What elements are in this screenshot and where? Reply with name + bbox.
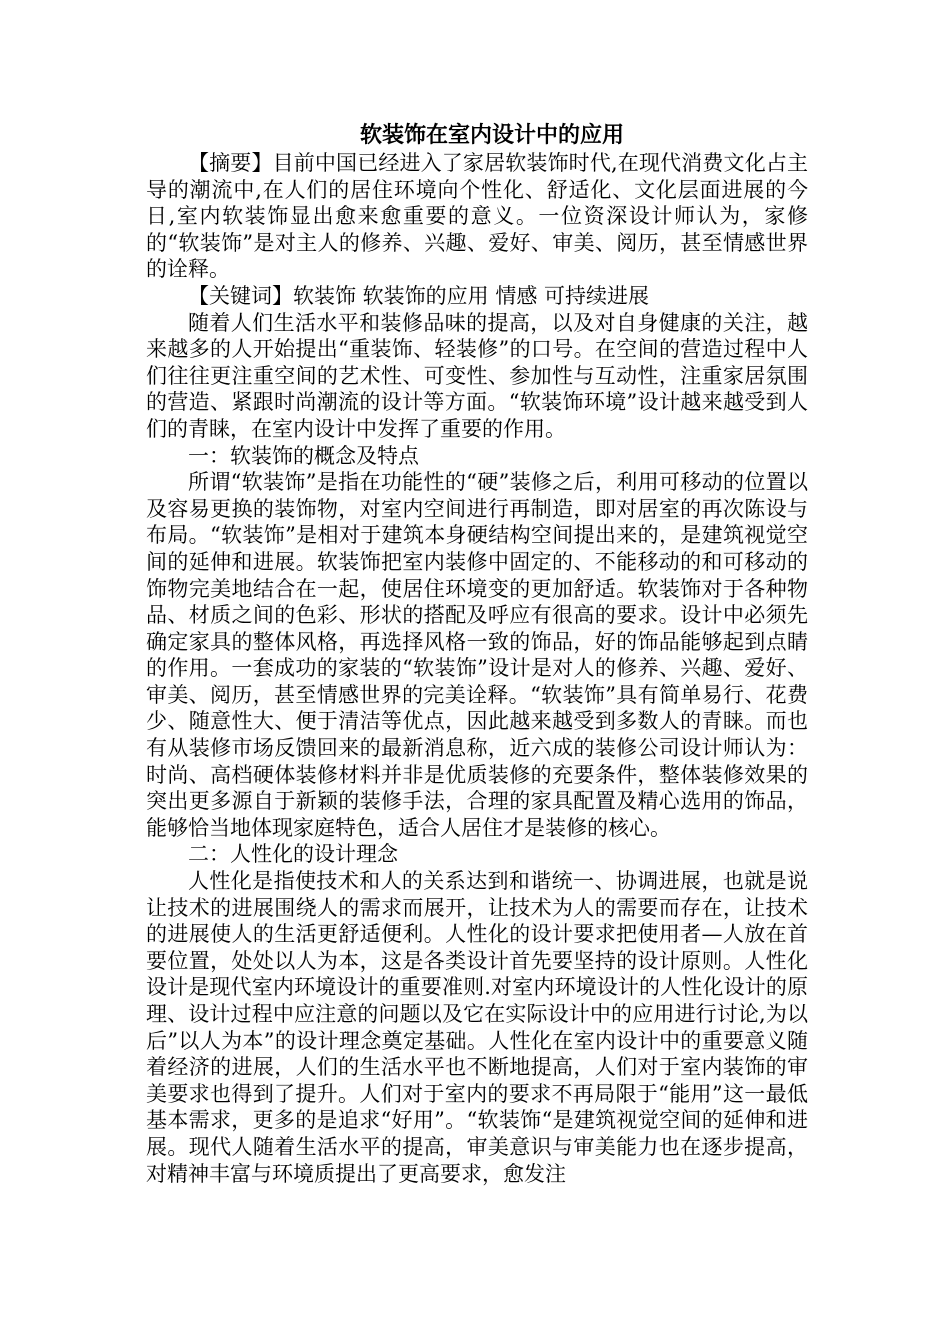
- keywords-paragraph: 【关键词】软装饰 软装饰的应用 情感 可持续进展: [188, 283, 650, 308]
- document-page: [146, 122, 808, 1187]
- abstract-paragraph: 【摘要】目前中国已经进入了家居软装饰时代,在现代消费文化占主导的潮流中,在人们的居住环境向个性化、舒适化、文化层面进展的今日,室内软装饰显出愈来愈重要的意义。一位资深设计师认为，家修的“软装饰”是对主人的修养、兴趣、爱好、审美、阅历，甚至情感世界的诠释。: [146, 151, 808, 282]
- section1-paragraph: 所谓“软装饰”是指在功能性的“硬”装修之后，利用可移动的位置以及容易更换的装饰物，对室内空间进行再制造，即对居室的再次陈设与布局。“软装饰”是相对于建筑本身硬结构空间提出来的，是建筑视觉空间的延伸和进展。软装饰把室内装修中固定的、不能移动的和可移动的饰物完美地结合在一起，使居住环境变的更加舒适。软装饰对于各种物品、材质之间的色彩、形状的搭配及呼应有很高的要求。设计中必须先确定家具的整体风格，再选择风格一致的饰品，好的饰品能够起到点睛的作用。一套成功的家装的“软装饰”设计是对人的修养、兴趣、爱好、审美、阅历，甚至情感世界的完美诠释。“软装饰”具有简单易行、花费少、随意性大、便于清洁等优点，因此越来越受到多数人的青睐。而也有从装修市场反馈回来的最新消息称，近六成的装修公司设计师认为：时尚、高档硬体装修材料并非是优质装修的充要条件，整体装修效果的突出更多源自于新颖的装修手法，合理的家具配置及精心选用的饰品，能够恰当地体现家庭特色，适合人居住才是装修的核心。: [146, 470, 808, 840]
- section2-paragraph: 人性化是指使技术和人的关系达到和谐统一、协调进展，也就是说让技术的进展围绕人的需求而展开，让技术为人的需要而存在，让技术的进展使人的生活更舒适便利。人性化的设计要求把使用者—人放在首要位置，处处以人为本，这是各类设计首先要坚持的设计原则。人性化设计是现代室内环境设计的重要准则.对室内环境设计的人性化设计的原理、设计过程中应注意的问题以及它在实际设计中的应用进行讨论,为以后”以人为本”的设计理念奠定基础。人性化在室内设计中的重要意义随着经济的进展，人们的生活水平也不断地提高，人们对于室内装饰的审美要求也得到了提升。人们对于室内的要求不再局限于“能用”这一最低基本需求，更多的是追求“好用”。“软装饰“是建筑视觉空间的延伸和进展。现代人随着生活水平的提高，审美意识与审美能力也在逐步提高，对精神丰富与环境质提出了更高要求，愈发注: [146, 869, 808, 1186]
- section1-heading: 一：软装饰的概念及特点: [188, 443, 419, 468]
- section2-heading: 二：人性化的设计理念: [188, 842, 398, 867]
- document-title: 软装饰在室内设计中的应用: [359, 123, 624, 148]
- intro-paragraph: 随着人们生活水平和装修品味的提高，以及对自身健康的关注，越来越多的人开始提出“重装饰、轻装修”的口号。在空间的营造过程中人们往往更注重空间的艺术性、可变性、参加性与互动性，注重家居氛围的营造、紧跟时尚潮流的设计等方面。“软装饰环境”设计越来越受到人们的青睐，在室内设计中发挥了重要的作用。: [146, 310, 808, 441]
